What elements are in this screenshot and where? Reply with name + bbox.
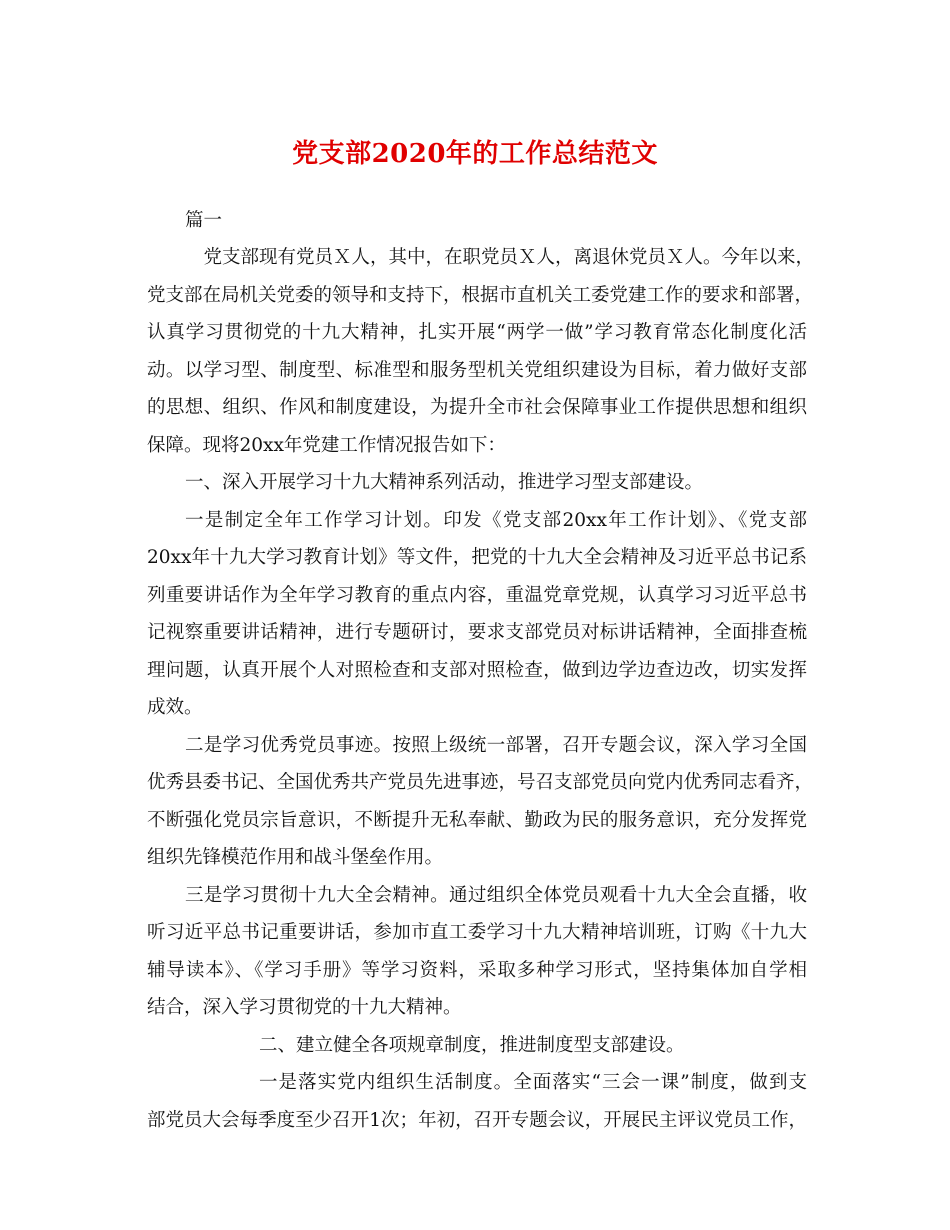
paragraph-line: 听习近平总书记重要讲话，参加市直工委学习十九大精神培训班，订购《十九大 bbox=[147, 922, 807, 943]
paragraph-line: 辅导读本》、《学习手册》等学习资料，采取多种学习形式，坚持集体加自学相 bbox=[147, 960, 807, 981]
paragraph-line: 保障。现将20xx年党建工作情况报告如下： bbox=[147, 435, 506, 456]
paragraph-line: 不断强化党员宗旨意识，不断提升无私奉献、勤政为民的服务意识，充分发挥党 bbox=[147, 810, 807, 831]
paragraph-line: 一是制定全年工作学习计划。印发《党支部20xx年工作计划》、《党支部 bbox=[185, 510, 807, 531]
paragraph-line: 列重要讲话作为全年学习教育的重点内容，重温党章党规，认真学习习近平总书 bbox=[147, 585, 807, 606]
paragraph-line: 认真学习贯彻党的十九大精神，扎实开展“两学一做”学习教育常态化制度化活 bbox=[147, 322, 807, 343]
paragraph-line: 的思想、组织、作风和制度建设，为提升全市社会保障事业工作提供思想和组织 bbox=[147, 397, 807, 418]
paragraph-line: 三是学习贯彻十九大全会精神。通过组织全体党员观看十九大全会直播，收 bbox=[185, 885, 807, 906]
paragraph-line: 优秀县委书记、全国优秀共产党员先进事迹，号召支部党员向党内优秀同志看齐， bbox=[147, 772, 814, 793]
paragraph-line: 结合，深入学习贯彻党的十九大精神。 bbox=[147, 997, 462, 1018]
paragraph-line: 部党员大会每季度至少召开1次；年初，召开专题会议，开展民主评议党员工作， bbox=[147, 1110, 807, 1131]
paragraph-line: 二是学习优秀党员事迹。按照上级统一部署，召开专题会议，深入学习全国 bbox=[185, 735, 807, 756]
paragraph-line: 20xx年十九大学习教育计划》等文件，把党的十九大全会精神及习近平总书记系 bbox=[147, 547, 807, 568]
paragraph-line: 动。以学习型、制度型、标准型和服务型机关党组织建设为目标，着力做好支部 bbox=[147, 360, 807, 381]
section-heading: 二、建立健全各项规章制度，推进制度型支部建设。 bbox=[259, 1035, 685, 1056]
section-label: 篇一 bbox=[185, 210, 223, 231]
paragraph-line: 记视察重要讲话精神，进行专题研讨，要求支部党员对标讲话精神，全面排查梳 bbox=[147, 622, 807, 643]
paragraph-line: 理问题，认真开展个人对照检查和支部对照检查，做到边学边查边改，切实发挥 bbox=[147, 660, 807, 681]
paragraph-line: 一是落实党内组织生活制度。全面落实“三会一课”制度，做到支 bbox=[259, 1072, 807, 1093]
section-heading: 一、深入开展学习十九大精神系列活动，推进学习型支部建设。 bbox=[185, 472, 704, 493]
paragraph-line: 党支部现有党员Ｘ人，其中，在职党员Ｘ人，离退休党员Ｘ人。今年以来， bbox=[185, 247, 815, 268]
paragraph-line: 成效。 bbox=[147, 697, 203, 718]
paragraph-line: 党支部在局机关党委的领导和支持下，根据市直机关工委党建工作的要求和部署， bbox=[147, 285, 814, 306]
document-title: 党支部2020年的工作总结范文 bbox=[292, 139, 658, 169]
paragraph-line: 组织先锋模范作用和战斗堡垒作用。 bbox=[147, 847, 444, 868]
